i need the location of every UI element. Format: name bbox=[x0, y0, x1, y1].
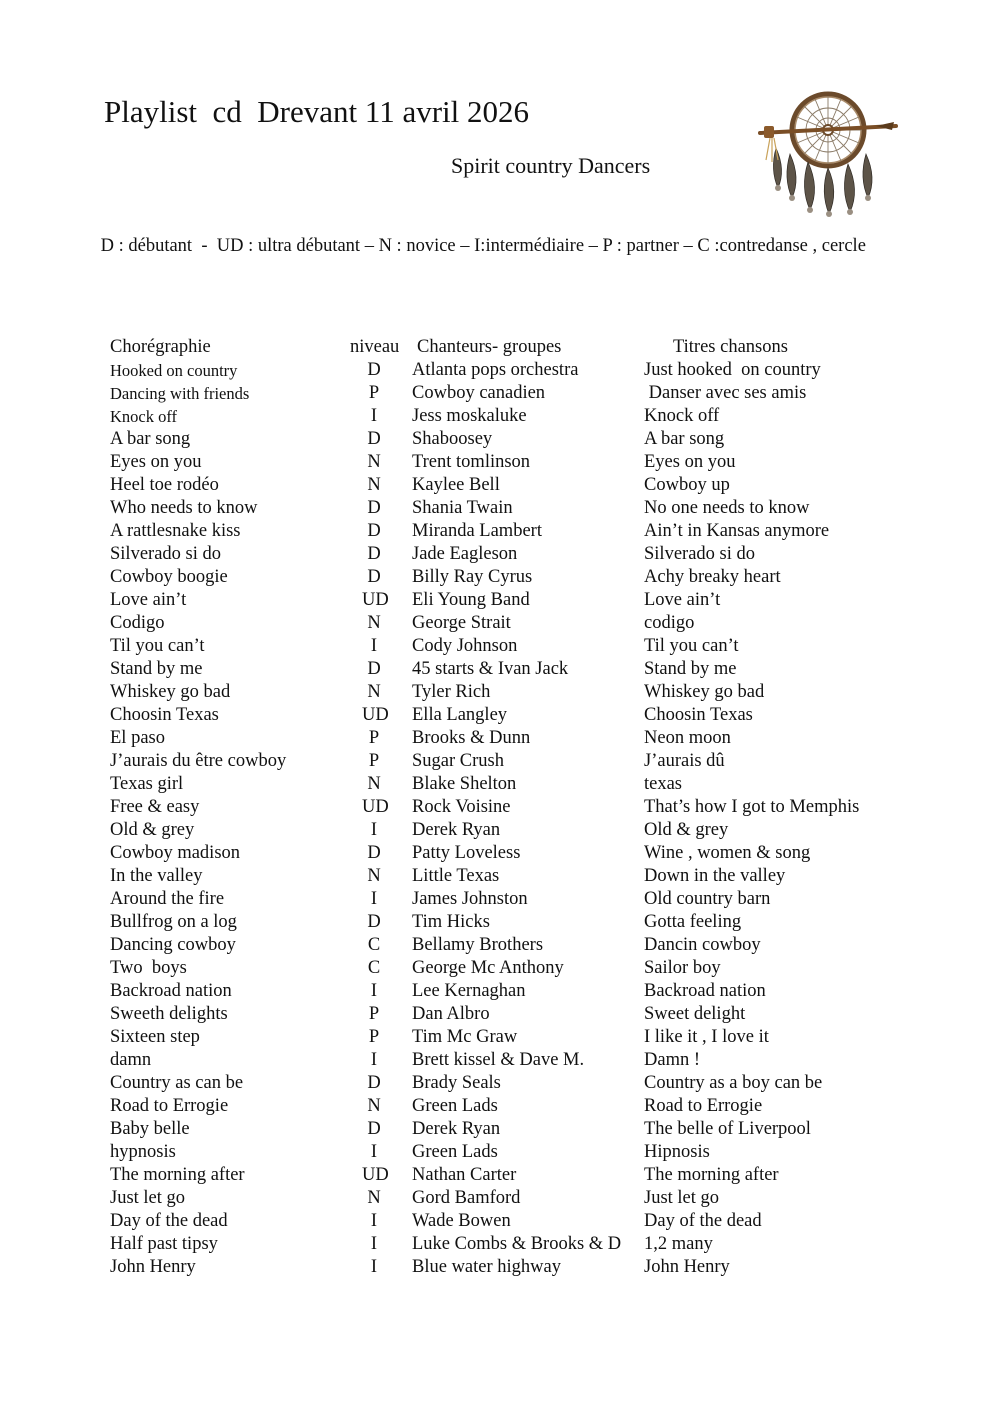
cell-artist: Wade Bowen bbox=[412, 1211, 511, 1231]
cell-artist: Derek Ryan bbox=[412, 820, 501, 840]
cell-level: D bbox=[367, 498, 381, 518]
cell-song: Stand by me bbox=[644, 659, 737, 679]
dreamcatcher-icon bbox=[756, 88, 901, 218]
cell-level: C bbox=[367, 935, 381, 955]
column-header-choreography: Chorégraphie bbox=[110, 337, 211, 357]
cell-song: Achy breaky heart bbox=[644, 567, 781, 587]
table-row bbox=[0, 497, 993, 520]
table-row bbox=[0, 796, 993, 819]
cell-artist: Tyler Rich bbox=[412, 682, 491, 702]
level-legend: D : débutant - UD : ultra débutant – N : novice – I:intermédiaire – P : partner – C :contredanse , cercle bbox=[96, 236, 866, 256]
table-row bbox=[0, 1256, 993, 1279]
cell-level: I bbox=[370, 1142, 378, 1162]
cell-song: John Henry bbox=[644, 1257, 730, 1277]
cell-choreography: Backroad nation bbox=[110, 981, 232, 1001]
table-row bbox=[0, 1141, 993, 1164]
cell-song: Old & grey bbox=[644, 820, 729, 840]
cell-artist: Nathan Carter bbox=[412, 1165, 517, 1185]
cell-choreography: John Henry bbox=[110, 1257, 196, 1277]
cell-choreography: Stand by me bbox=[110, 659, 203, 679]
cell-level: N bbox=[367, 1188, 381, 1208]
cell-level: C bbox=[367, 958, 381, 978]
cell-level: UD bbox=[362, 705, 389, 725]
cell-choreography: Codigo bbox=[110, 613, 165, 633]
cell-level: D bbox=[367, 521, 381, 541]
cell-choreography: Day of the dead bbox=[110, 1211, 228, 1231]
cell-level: N bbox=[367, 613, 381, 633]
cell-artist: Cowboy canadien bbox=[412, 383, 546, 403]
cell-song: Old country barn bbox=[644, 889, 771, 909]
cell-artist: Ella Langley bbox=[412, 705, 508, 725]
table-row bbox=[0, 1210, 993, 1233]
table-row bbox=[0, 842, 993, 865]
cell-choreography: A bar song bbox=[110, 429, 191, 449]
table-row bbox=[0, 1072, 993, 1095]
cell-song: Ain’t in Kansas anymore bbox=[644, 521, 830, 541]
cell-song: Silverado si do bbox=[644, 544, 755, 564]
page-title: Playlist cd Drevant 11 avril 2026 bbox=[104, 94, 530, 129]
cell-level: P bbox=[368, 728, 380, 748]
table-row bbox=[0, 543, 993, 566]
cell-song: Cowboy up bbox=[644, 475, 730, 495]
cell-song: The belle of Liverpool bbox=[644, 1119, 811, 1139]
table-row bbox=[0, 1003, 993, 1026]
club-name: Spirit country Dancers bbox=[451, 153, 651, 178]
cell-choreography: Just let go bbox=[110, 1188, 186, 1208]
cell-artist: Atlanta pops orchestra bbox=[412, 360, 579, 380]
cell-choreography: Hooked on country bbox=[110, 361, 238, 380]
table-header bbox=[0, 336, 993, 359]
cell-level: N bbox=[367, 475, 381, 495]
table-row bbox=[0, 428, 993, 451]
cell-level: D bbox=[367, 1119, 381, 1139]
table-row bbox=[0, 1233, 993, 1256]
table-row bbox=[0, 865, 993, 888]
cell-song: The morning after bbox=[644, 1165, 779, 1185]
cell-artist: Miranda Lambert bbox=[412, 521, 542, 541]
cell-artist: Lee Kernaghan bbox=[412, 981, 526, 1001]
cell-song: Til you can’t bbox=[644, 636, 739, 656]
cell-artist: Shaboosey bbox=[412, 429, 493, 449]
cell-song: Choosin Texas bbox=[644, 705, 753, 725]
cell-choreography: Half past tipsy bbox=[110, 1234, 218, 1254]
cell-artist: Trent tomlinson bbox=[412, 452, 531, 472]
cell-song: Knock off bbox=[644, 406, 720, 426]
cell-choreography: Choosin Texas bbox=[110, 705, 219, 725]
cell-artist: Shania Twain bbox=[412, 498, 513, 518]
cell-song: A bar song bbox=[644, 429, 725, 449]
cell-song: No one needs to know bbox=[644, 498, 810, 518]
cell-choreography: J’aurais du être cowboy bbox=[110, 751, 287, 771]
cell-artist: Cody Johnson bbox=[412, 636, 518, 656]
cell-artist: Green Lads bbox=[412, 1096, 498, 1116]
cell-choreography: El paso bbox=[110, 728, 165, 748]
table-row bbox=[0, 727, 993, 750]
cell-artist: Bellamy Brothers bbox=[412, 935, 544, 955]
table-row bbox=[0, 612, 993, 635]
cell-level: I bbox=[370, 636, 378, 656]
cell-song: Hipnosis bbox=[644, 1142, 710, 1162]
table-row bbox=[0, 819, 993, 842]
playlist-table bbox=[0, 336, 993, 1279]
cell-artist: Rock Voisine bbox=[412, 797, 511, 817]
cell-level: UD bbox=[362, 590, 389, 610]
cell-level: I bbox=[370, 1050, 378, 1070]
cell-level: I bbox=[370, 1257, 378, 1277]
cell-artist: Dan Albro bbox=[412, 1004, 490, 1024]
cell-artist: Luke Combs & Brooks & D bbox=[412, 1234, 622, 1254]
cell-level: N bbox=[367, 774, 381, 794]
cell-level: N bbox=[367, 682, 381, 702]
table-row bbox=[0, 359, 993, 382]
table-row bbox=[0, 658, 993, 681]
table-row bbox=[0, 934, 993, 957]
cell-song: Eyes on you bbox=[644, 452, 736, 472]
table-row bbox=[0, 773, 993, 796]
cell-choreography: The morning after bbox=[110, 1165, 245, 1185]
cell-level: I bbox=[370, 1211, 378, 1231]
cell-artist: Gord Bamford bbox=[412, 1188, 521, 1208]
cell-song: Sailor boy bbox=[644, 958, 721, 978]
cell-song: Country as a boy can be bbox=[644, 1073, 823, 1093]
cell-choreography: damn bbox=[110, 1050, 152, 1070]
cell-song: Gotta feeling bbox=[644, 912, 742, 932]
cell-level: I bbox=[370, 889, 378, 909]
table-row bbox=[0, 520, 993, 543]
cell-choreography: Texas girl bbox=[110, 774, 184, 794]
cell-artist: Derek Ryan bbox=[412, 1119, 501, 1139]
cell-artist: Blue water highway bbox=[412, 1257, 561, 1277]
table-row bbox=[0, 957, 993, 980]
cell-choreography: Bullfrog on a log bbox=[110, 912, 237, 932]
table-row bbox=[0, 1164, 993, 1187]
cell-artist: Kaylee Bell bbox=[412, 475, 500, 495]
cell-song: Damn ! bbox=[644, 1050, 700, 1070]
table-row bbox=[0, 911, 993, 934]
cell-level: I bbox=[370, 406, 378, 426]
cell-song: Down in the valley bbox=[644, 866, 786, 886]
cell-artist: 45 starts & Ivan Jack bbox=[412, 659, 569, 679]
cell-choreography: Silverado si do bbox=[110, 544, 221, 564]
cell-artist: Eli Young Band bbox=[412, 590, 530, 610]
cell-song: That’s how I got to Memphis bbox=[644, 797, 860, 817]
cell-artist: Brady Seals bbox=[412, 1073, 501, 1093]
cell-choreography: hypnosis bbox=[110, 1142, 176, 1162]
cell-level: N bbox=[367, 866, 381, 886]
cell-choreography: Sixteen step bbox=[110, 1027, 200, 1047]
cell-song: Just let go bbox=[644, 1188, 720, 1208]
cell-level: UD bbox=[362, 1165, 389, 1185]
table-row bbox=[0, 750, 993, 773]
cell-song: texas bbox=[644, 774, 683, 794]
table-row bbox=[0, 589, 993, 612]
cell-level: P bbox=[368, 751, 380, 771]
cell-artist: George Mc Anthony bbox=[412, 958, 564, 978]
cell-level: P bbox=[368, 383, 380, 403]
table-row bbox=[0, 681, 993, 704]
cell-choreography: Road to Errogie bbox=[110, 1096, 229, 1116]
cell-song: codigo bbox=[644, 613, 695, 633]
cell-choreography: A rattlesnake kiss bbox=[110, 521, 241, 541]
cell-choreography: Dancing cowboy bbox=[110, 935, 236, 955]
cell-song: Dancin cowboy bbox=[644, 935, 761, 955]
cell-choreography: Sweeth delights bbox=[110, 1004, 228, 1024]
cell-choreography: Who needs to know bbox=[110, 498, 258, 518]
cell-artist: Jess moskaluke bbox=[412, 406, 527, 426]
table-row bbox=[0, 980, 993, 1003]
cell-level: D bbox=[367, 429, 381, 449]
cell-artist: George Strait bbox=[412, 613, 511, 633]
cell-choreography: Country as can be bbox=[110, 1073, 244, 1093]
cell-level: I bbox=[370, 820, 378, 840]
table-row bbox=[0, 405, 993, 428]
cell-choreography: Two boys bbox=[110, 958, 187, 978]
cell-choreography: Dancing with friends bbox=[110, 384, 250, 403]
cell-choreography: Cowboy boogie bbox=[110, 567, 228, 587]
table-row bbox=[0, 635, 993, 658]
table-row bbox=[0, 1026, 993, 1049]
cell-song: Backroad nation bbox=[644, 981, 766, 1001]
table-row bbox=[0, 382, 993, 405]
cell-level: D bbox=[367, 544, 381, 564]
column-header-artist: Chanteurs- groupes bbox=[417, 337, 562, 357]
cell-artist: Patty Loveless bbox=[412, 843, 521, 863]
cell-choreography: Love ain’t bbox=[110, 590, 187, 610]
table-row bbox=[0, 704, 993, 727]
cell-level: I bbox=[370, 1234, 378, 1254]
cell-song: Road to Errogie bbox=[644, 1096, 763, 1116]
cell-song: Wine , women & song bbox=[644, 843, 811, 863]
cell-level: D bbox=[367, 843, 381, 863]
cell-song: Love ain’t bbox=[644, 590, 721, 610]
cell-level: D bbox=[367, 567, 381, 587]
cell-level: UD bbox=[362, 797, 389, 817]
cell-song: Danser avec ses amis bbox=[644, 383, 807, 403]
table-row bbox=[0, 1049, 993, 1072]
cell-artist: Blake Shelton bbox=[412, 774, 517, 794]
cell-song: Whiskey go bad bbox=[644, 682, 765, 702]
table-row bbox=[0, 1118, 993, 1141]
cell-artist: Sugar Crush bbox=[412, 751, 504, 771]
cell-artist: Jade Eagleson bbox=[412, 544, 518, 564]
cell-choreography: Free & easy bbox=[110, 797, 200, 817]
cell-choreography: In the valley bbox=[110, 866, 203, 886]
cell-song: J’aurais dû bbox=[644, 751, 725, 771]
cell-artist: Brett kissel & Dave M. bbox=[412, 1050, 585, 1070]
cell-level: N bbox=[367, 1096, 381, 1116]
cell-song: 1,2 many bbox=[644, 1234, 713, 1254]
cell-choreography: Baby belle bbox=[110, 1119, 190, 1139]
table-row bbox=[0, 474, 993, 497]
table-row bbox=[0, 1187, 993, 1210]
cell-song: Just hooked on country bbox=[644, 360, 821, 380]
cell-artist: Brooks & Dunn bbox=[412, 728, 531, 748]
cell-level: P bbox=[368, 1027, 380, 1047]
cell-choreography: Old & grey bbox=[110, 820, 195, 840]
cell-level: N bbox=[367, 452, 381, 472]
cell-artist: Little Texas bbox=[412, 866, 500, 886]
column-header-song: Titres chansons bbox=[673, 337, 788, 357]
cell-artist: Billy Ray Cyrus bbox=[412, 567, 533, 587]
cell-level: I bbox=[370, 981, 378, 1001]
cell-choreography: Til you can’t bbox=[110, 636, 205, 656]
table-row bbox=[0, 451, 993, 474]
cell-song: Sweet delight bbox=[644, 1004, 746, 1024]
cell-artist: James Johnston bbox=[412, 889, 528, 909]
table-row bbox=[0, 566, 993, 589]
cell-song: Day of the dead bbox=[644, 1211, 762, 1231]
cell-choreography: Cowboy madison bbox=[110, 843, 241, 863]
table-row bbox=[0, 888, 993, 911]
cell-choreography: Whiskey go bad bbox=[110, 682, 231, 702]
cell-choreography: Heel toe rodéo bbox=[110, 475, 219, 495]
table-row bbox=[0, 1095, 993, 1118]
cell-level: D bbox=[367, 659, 381, 679]
cell-artist: Green Lads bbox=[412, 1142, 498, 1162]
cell-choreography: Eyes on you bbox=[110, 452, 202, 472]
cell-choreography: Knock off bbox=[110, 407, 178, 426]
cell-artist: Tim Hicks bbox=[412, 912, 490, 932]
table-body bbox=[0, 359, 993, 1279]
column-header-level: niveau bbox=[350, 337, 400, 357]
cell-choreography: Around the fire bbox=[110, 889, 225, 909]
cell-level: D bbox=[367, 360, 381, 380]
cell-song: Neon moon bbox=[644, 728, 731, 748]
cell-level: P bbox=[368, 1004, 380, 1024]
cell-artist: Tim Mc Graw bbox=[412, 1027, 518, 1047]
cell-level: D bbox=[367, 912, 381, 932]
cell-song: I like it , I love it bbox=[644, 1027, 769, 1047]
cell-level: D bbox=[367, 1073, 381, 1093]
